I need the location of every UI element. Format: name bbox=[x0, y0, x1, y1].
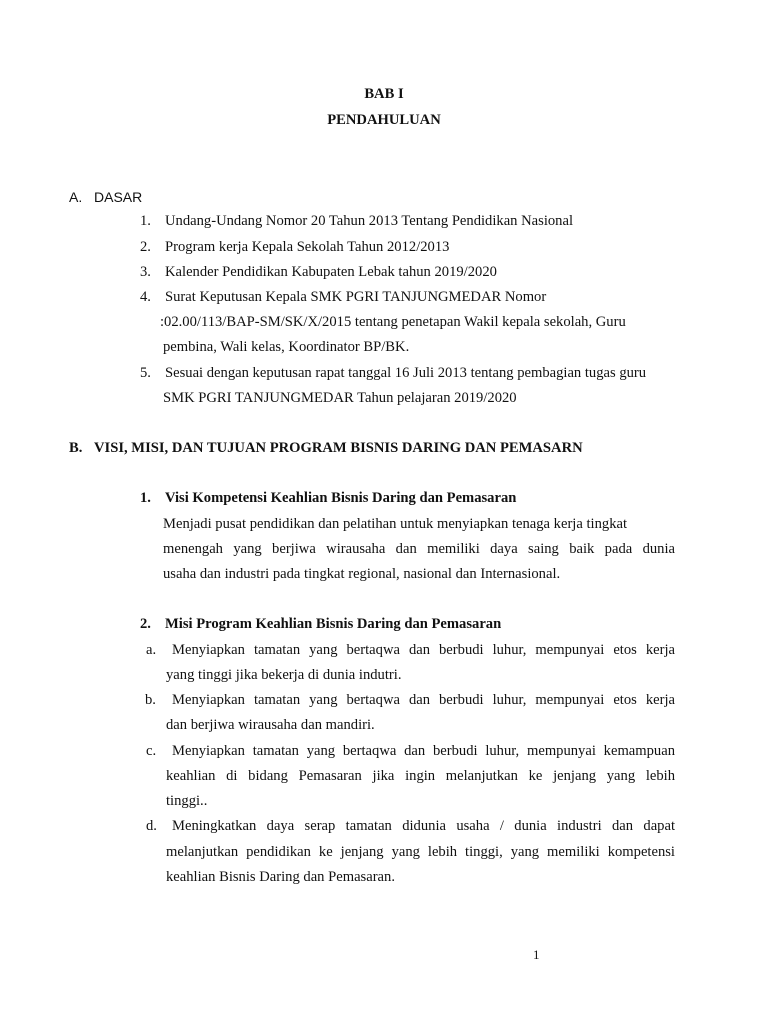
misi-a-letter: a. bbox=[146, 642, 157, 658]
dasar-item-5-number: 5. bbox=[140, 365, 151, 381]
misi-a-line-2: yang tinggi jika bekerja di dunia indutri. bbox=[166, 667, 402, 683]
dasar-item-1-line-1: Undang-Undang Nomor 20 Tahun 2013 Tentang Pendidikan Nasional bbox=[165, 213, 574, 229]
dasar-item-5-line-1: Sesuai dengan keputusan rapat tanggal 16 Juli 2013 tentang pembagian tugas guru bbox=[165, 365, 647, 381]
misi-b-letter: b. bbox=[145, 692, 156, 708]
visi-line-2: menengah yang berjiwa wirausaha dan memiliki daya saing baik pada dunia bbox=[163, 541, 675, 557]
section-b-heading: VISI, MISI, DAN TUJUAN PROGRAM BISNIS DARING DAN PEMASARN bbox=[94, 440, 583, 456]
misi-c-line-1: Menyiapkan tamatan yang bertaqwa dan berbudi luhur, mempunyai kemampuan bbox=[172, 743, 675, 759]
visi-title: Visi Kompetensi Keahlian Bisnis Daring dan Pemasaran bbox=[165, 490, 517, 506]
misi-a-line-1: Menyiapkan tamatan yang bertaqwa dan berbudi luhur, mempunyai etos kerja bbox=[172, 642, 675, 658]
misi-b-line-2: dan berjiwa wirausaha dan mandiri. bbox=[166, 717, 375, 733]
misi-d-line-3: keahlian Bisnis Daring dan Pemasaran. bbox=[166, 869, 395, 885]
page-number: 1 bbox=[533, 947, 540, 962]
visi-number: 1. bbox=[140, 490, 151, 506]
section-a-letter: A. bbox=[69, 189, 83, 205]
dasar-item-1-number: 1. bbox=[140, 213, 151, 229]
chapter-title: PENDAHULUAN bbox=[327, 112, 441, 128]
misi-title: Misi Program Keahlian Bisnis Daring dan Pemasaran bbox=[165, 616, 502, 632]
dasar-item-4-line-2: :02.00/113/BAP-SM/SK/X/2015 tentang penetapan Wakil kepala sekolah, Guru bbox=[160, 314, 626, 330]
dasar-item-3-line-1: Kalender Pendidikan Kabupaten Lebak tahun 2019/2020 bbox=[165, 264, 497, 280]
visi-line-1: Menjadi pusat pendidikan dan pelatihan untuk menyiapkan tenaga kerja tingkat bbox=[163, 516, 628, 532]
dasar-item-2-number: 2. bbox=[140, 239, 151, 255]
chapter-number: BAB I bbox=[364, 86, 404, 102]
dasar-item-2-line-1: Program kerja Kepala Sekolah Tahun 2012/2013 bbox=[165, 239, 450, 255]
misi-d-line-2: melanjutkan pendidikan ke jenjang yang lebih tinggi, yang memiliki kompetensi bbox=[166, 844, 675, 860]
dasar-item-4-line-3: pembina, Wali kelas, Koordinator BP/BK. bbox=[163, 339, 410, 355]
dasar-item-5-line-2: SMK PGRI TANJUNGMEDAR Tahun pelajaran 2019/2020 bbox=[163, 390, 517, 406]
section-b-letter: B. bbox=[69, 440, 83, 456]
misi-d-letter: d. bbox=[146, 818, 157, 834]
misi-d-line-1: Meningkatkan daya serap tamatan didunia usaha / dunia industri dan dapat bbox=[172, 818, 675, 834]
visi-line-3: usaha dan industri pada tingkat regional, nasional dan Internasional. bbox=[163, 566, 561, 582]
dasar-item-4-number: 4. bbox=[140, 289, 151, 305]
dasar-item-4-line-1: Surat Keputusan Kepala SMK PGRI TANJUNGMEDAR Nomor bbox=[165, 289, 547, 305]
misi-c-line-2: keahlian di bidang Pemasaran jika ingin melanjutkan ke jenjang yang lebih bbox=[166, 768, 675, 784]
misi-b-line-1: Menyiapkan tamatan yang bertaqwa dan berbudi luhur, mempunyai etos kerja bbox=[172, 692, 675, 708]
dasar-item-3-number: 3. bbox=[140, 264, 151, 280]
misi-c-line-3: tinggi.. bbox=[166, 793, 208, 809]
misi-number: 2. bbox=[140, 616, 151, 632]
misi-c-letter: c. bbox=[146, 743, 157, 759]
section-a-heading: DASAR bbox=[94, 189, 143, 205]
